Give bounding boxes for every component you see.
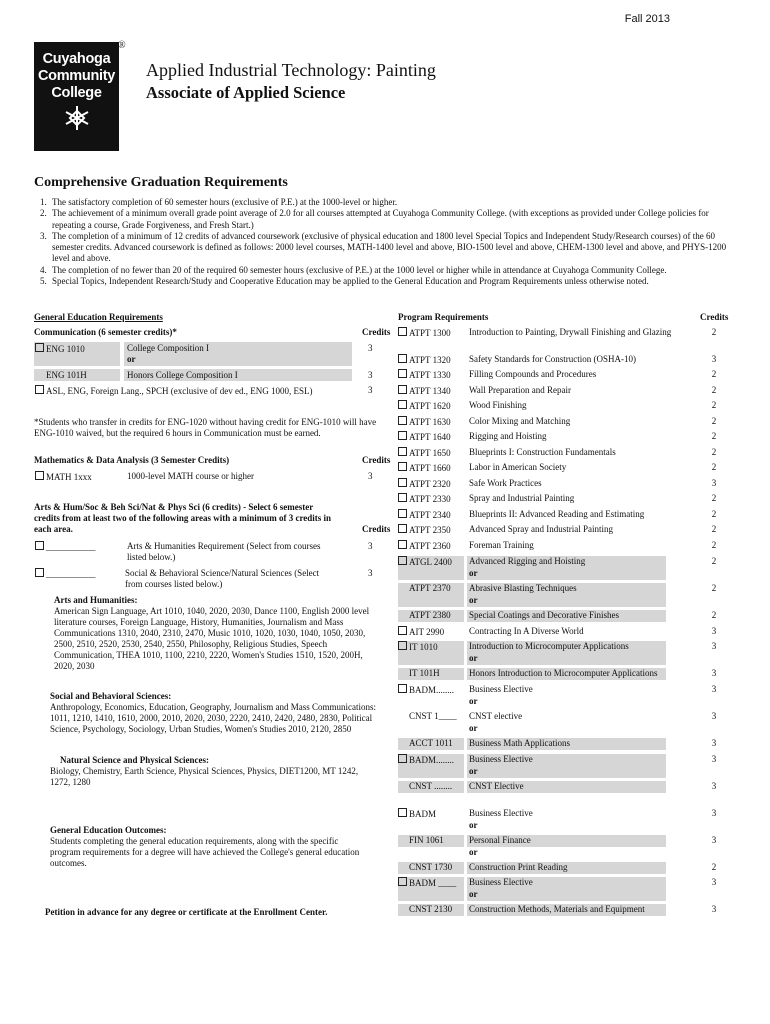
course-title: Introduction to Painting, Drywall Finishing and Glazing	[469, 327, 672, 337]
course-title: Color Mixing and Matching	[469, 416, 571, 426]
checkbox[interactable]	[398, 684, 407, 693]
or-label: or	[469, 723, 478, 733]
course-credits: 3	[711, 904, 717, 914]
course-credits: 3	[711, 684, 717, 694]
item-number: 4.	[40, 264, 47, 275]
item-number: 5.	[40, 276, 47, 287]
course-credits: 3	[711, 738, 717, 748]
graduation-requirements-title: Comprehensive Graduation Requirements	[34, 175, 288, 190]
course-code: FIN 1061	[409, 835, 444, 845]
list-item	[40, 276, 730, 287]
checkbox[interactable]	[398, 385, 407, 394]
soc-list: Anthropology, Economics, Education, Geography, Journalism and Mass Communications: 1011, 1210, 1410, 1610, 2000, 2010, 2020, 2030, 2220, 2410, 2420, 2480, 2830, Political Science, Psychology, Sociology, Urban Studies, Women's Studies 2010, 2120, 2850	[50, 702, 377, 734]
item-number: 2.	[40, 208, 47, 219]
course-title: Arts & Humanities Requirement (Select from courses listed below.)	[127, 541, 321, 562]
course-title: Rigging and Hoisting	[469, 431, 547, 441]
checkbox[interactable]	[35, 385, 44, 394]
logo-line-3: College	[51, 85, 102, 101]
course-credits: 3	[711, 877, 717, 887]
course-title: Business Elective	[469, 808, 533, 818]
course-title: CNST Elective	[469, 781, 524, 791]
gen-ed-heading: General Education Requirements	[34, 312, 163, 322]
course-title: Safety Standards for Construction (OSHA-10)	[469, 354, 636, 364]
course-credits: 2	[711, 447, 717, 457]
checkbox[interactable]	[398, 626, 407, 635]
course-title: Business Elective	[469, 684, 533, 694]
list-item	[40, 208, 730, 231]
term-label: Fall 2013	[624, 13, 670, 25]
course-code: ATPT 1320	[409, 355, 451, 365]
course-code: ENG 1010	[46, 344, 85, 354]
course-code: ATPT 2320	[409, 479, 451, 489]
course-credits: 2	[711, 509, 717, 519]
arts-list: American Sign Language, Art 1010, 1040, 2020, 2030, Dance 1100, English 2000 level literature courses, Foreign Language, History, Humanities, Journalism and Mass Communications 1310, 2040, 2310, 2470, Music 1010, 1020, 1030, 1040, 1050, 2030, 2500, 2510, 2520, 2530, 2540, 2550, Philosophy, Religious Studies, Speech Communication, THEA 1010, 1100, 2210, 2220, Women's Studies 1510, 1520, 200H, 2020, 2030	[54, 606, 370, 671]
course-credits: 2	[711, 493, 717, 503]
eng1010-row	[35, 343, 85, 355]
arts-heading: Arts & Hum/Soc & Beh Sci/Nat & Phys Sci (6 credits) - Select 6 semester credits from at least two of the following areas with a minimum of 3 credits in each area.	[34, 502, 332, 534]
course-title: Construction Methods, Materials and Equipment	[469, 904, 645, 914]
checkbox[interactable]	[398, 447, 407, 456]
course-title: Wall Preparation and Repair	[469, 385, 571, 395]
course-code: BADM	[409, 685, 437, 695]
course-credits: 3	[711, 835, 717, 845]
checkbox[interactable]	[398, 416, 407, 425]
blank-line[interactable]: ____	[438, 878, 457, 888]
blank-line[interactable]: ........	[436, 755, 455, 765]
checkbox[interactable]	[398, 431, 407, 440]
course-code: ATPT 1640	[409, 432, 451, 442]
course-code: BADM	[409, 878, 437, 888]
course-title: Social & Behavioral Science/Natural Sciences (Select from courses listed below.)	[125, 568, 320, 589]
credits-header: Credits	[362, 455, 391, 465]
course-credits: 3	[368, 343, 373, 353]
course-title: Contracting In A Diverse World	[469, 626, 584, 636]
outcomes-heading: General Education Outcomes:	[50, 825, 167, 835]
course-credits: 3	[368, 568, 373, 578]
course-title: Abrasive Blasting Techniques	[469, 583, 577, 593]
course-code: AIT 2990	[409, 627, 445, 637]
or-label: or	[469, 820, 478, 830]
course-credits: 2	[711, 540, 717, 550]
course-title: 1000-level MATH course or higher	[127, 471, 254, 481]
or-label: or	[469, 568, 478, 578]
checkbox[interactable]	[398, 808, 407, 817]
checkbox[interactable]	[398, 540, 407, 549]
list-item	[40, 265, 730, 276]
credits-header: Credits	[362, 524, 391, 534]
checkbox[interactable]	[398, 327, 407, 336]
checkbox[interactable]	[35, 471, 44, 480]
course-credits: 2	[711, 369, 717, 379]
course-code: ATGL 2400	[409, 557, 452, 567]
outcomes-text: Students completing the general education requirements, along with the specific program requirements for a degree will have achieved the College's general education outcomes.	[50, 836, 360, 868]
course-credits: 2	[711, 400, 717, 410]
course-code: ATPT 1300	[409, 328, 451, 338]
item-text: The completion of no fewer than 20 of the required 60 semester hours (exclusive of P.E.) at the 1000 level or higher while in attendance at Cuyahoga Community College.	[52, 264, 667, 275]
list-item	[40, 197, 730, 208]
course-code: CNST 1	[409, 711, 439, 721]
course-title: Business Elective	[469, 754, 533, 764]
item-number: 3.	[40, 230, 47, 241]
course-code: ATPT 1620	[409, 401, 451, 411]
course-code: CNST	[409, 781, 432, 791]
course-code: ATPT 1650	[409, 448, 451, 458]
course-title: Wood Finishing	[469, 400, 527, 410]
course-title: Labor in American Society	[469, 462, 567, 472]
course-credits: 2	[711, 385, 717, 395]
blank-line[interactable]: ___________	[46, 542, 96, 552]
item-text: The completion of a minimum of 12 credits of advanced coursework (exclusive of physical education and 1800 level Special Topics and Independent Study/Research courses) of the 60 semester credits. Advanced coursework is defined as follows: 2000 level courses, MATH-1400 level and above, BIO-1500 level and above, CHEM-1300 level and above, and PHYS-1200 level and above.	[52, 230, 727, 264]
list-item	[40, 231, 730, 265]
nat-list: Biology, Chemistry, Earth Science, Physical Sciences, Physics, DIET1200, MT 1242, 1272, 1280	[50, 766, 359, 787]
course-code: ATPT 1630	[409, 417, 451, 427]
course-code: ATPT 2360	[409, 541, 451, 551]
course-code: MATH 1xxx	[46, 472, 92, 482]
item-text: The achievement of a minimum overall grade point average of 2.0 for all courses attempted at Cuyahoga Community College. (with exceptions as provided under College policies for repeating a course, Grade Forgiveness, and Fresh Start.)	[52, 208, 709, 230]
course-code: ACCT 1011	[409, 738, 453, 748]
arts-list-heading: Arts and Humanities:	[54, 595, 138, 605]
course-title: Blueprints II: Advanced Reading and Estimating	[469, 509, 645, 519]
transfer-note: *Students who transfer in credits for ENG-1020 without having credit for ENG-1010 will have ENG-1010 waived, but the required 6 hours in Communication must be earned.	[34, 417, 377, 438]
blank-line[interactable]: ........	[434, 781, 453, 791]
course-title: Business Math Applications	[469, 738, 570, 748]
blank-line[interactable]: ___________	[46, 569, 96, 579]
credits-header: Credits	[362, 327, 391, 337]
blank-line[interactable]: ........	[436, 685, 455, 695]
degree-title: Associate of Applied Science	[146, 83, 346, 102]
course-credits: 3	[711, 354, 717, 364]
course-code: ATPT 2340	[409, 510, 451, 520]
course-credits: 3	[711, 808, 717, 818]
course-title: Special Coatings and Decorative Finishes	[469, 610, 619, 620]
item-text: Special Topics, Independent Research/Study and Cooperative Education may be applied to the General Education and Program Requirements unless otherwise noted.	[52, 276, 649, 287]
course-code: ATPT 1660	[409, 463, 451, 473]
or-label: or	[469, 766, 478, 776]
course-title: Business Elective	[469, 877, 533, 887]
or-label: or	[127, 354, 136, 364]
course-credits: 2	[711, 610, 717, 620]
course-code: CNST 1730	[409, 862, 453, 872]
checkbox[interactable]	[398, 556, 407, 565]
course-credits: 3	[711, 781, 717, 791]
course-credits: 3	[368, 541, 373, 551]
checkbox[interactable]	[398, 462, 407, 471]
soc-req-row	[35, 568, 96, 580]
checkbox[interactable]	[398, 754, 407, 763]
graduation-requirements-list	[40, 197, 730, 287]
communication-heading: Communication (6 semester credits)*	[34, 327, 177, 337]
course-credits: 2	[711, 556, 717, 566]
credits-header: Credits	[700, 312, 729, 322]
blank-line[interactable]: ____	[438, 711, 457, 721]
checkbox[interactable]	[398, 509, 407, 518]
math-heading: Mathematics & Data Analysis (3 Semester Credits)	[34, 455, 230, 465]
math-row	[35, 471, 92, 483]
snowflake-icon	[34, 104, 119, 138]
course-credits: 3	[711, 754, 717, 764]
course-title: CNST elective	[469, 711, 523, 721]
course-credits: 3	[711, 478, 717, 488]
course-title: Spray and Industrial Painting	[469, 493, 575, 503]
checkbox[interactable]	[35, 568, 44, 577]
registered-mark: ®	[118, 40, 126, 51]
checkbox[interactable]	[398, 641, 407, 650]
checkbox[interactable]	[398, 524, 407, 533]
checkbox[interactable]	[398, 400, 407, 409]
course-credits: 3	[711, 711, 717, 721]
course-credits: 2	[711, 327, 717, 337]
course-code: ATPT 1330	[409, 370, 451, 380]
course-code: ATPT 1340	[409, 386, 451, 396]
course-title: Construction Print Reading	[469, 862, 568, 872]
nat-list-heading: Natural Science and Physical Sciences:	[60, 755, 209, 765]
petition-note: Petition in advance for any degree or certificate at the Enrollment Center.	[45, 907, 328, 917]
course-title: Blueprints I: Construction Fundamentals	[469, 447, 616, 457]
course-code: IT 1010	[409, 642, 438, 652]
logo-line-2: Community	[37, 68, 116, 84]
course-title: Advanced Rigging and Hoisting	[469, 556, 586, 566]
course-credits: 3	[711, 668, 717, 678]
course-credits: 3	[368, 370, 373, 380]
course-code: ENG 101H	[46, 370, 87, 380]
course-title: Honors Introduction to Microcomputer Applications	[469, 668, 658, 678]
course-title: Foreman Training	[469, 540, 534, 550]
course-title: Honors College Composition I	[127, 370, 238, 380]
course-credits: 3	[711, 626, 717, 636]
item-number: 1.	[40, 197, 47, 207]
checkbox[interactable]	[35, 343, 44, 352]
course-title: Safe Work Practices	[469, 478, 542, 488]
checkbox[interactable]	[398, 877, 407, 886]
course-code: CNST 2130	[409, 904, 453, 914]
course-credits: 2	[711, 416, 717, 426]
arts-req-row	[35, 541, 96, 553]
checkbox[interactable]	[398, 354, 407, 363]
course-title: Personal Finance	[469, 835, 531, 845]
checkbox[interactable]	[398, 493, 407, 502]
asl-row	[35, 385, 312, 397]
or-label: or	[469, 595, 478, 605]
course-credits: 2	[711, 583, 717, 593]
course-code: ATPT 2370	[409, 583, 451, 593]
course-code: IT 101H	[409, 668, 440, 678]
course-code: BADM	[409, 755, 437, 765]
course-code: ATPT 2350	[409, 525, 451, 535]
course-credits: 2	[711, 524, 717, 534]
course-credits: 3	[711, 641, 717, 651]
or-label: or	[469, 653, 478, 663]
logo-line-1: Cuyahoga	[42, 51, 111, 67]
course-credits: 3	[368, 471, 373, 481]
or-label: or	[469, 889, 478, 899]
course-title: Advanced Spray and Industrial Painting	[469, 524, 613, 534]
checkbox[interactable]	[398, 478, 407, 487]
checkbox[interactable]	[35, 541, 44, 550]
course-code: ATPT 2330	[409, 494, 451, 504]
course-credits: 2	[711, 862, 717, 872]
item-text: The satisfactory completion of 60 semester hours (exclusive of P.E.) at the 1000-level or higher.	[52, 197, 398, 207]
course-credits: 2	[711, 431, 717, 441]
program-heading: Program Requirements	[398, 312, 489, 322]
course-title: ASL, ENG, Foreign Lang., SPCH (exclusive of dev ed., ENG 1000, ESL)	[46, 386, 313, 396]
college-logo	[34, 42, 119, 151]
course-title: Introduction to Microcomputer Applications	[469, 641, 629, 651]
or-label: or	[469, 696, 478, 706]
course-code: ATPT 2380	[409, 610, 451, 620]
course-title: Filling Compounds and Procedures	[469, 369, 597, 379]
or-label: or	[469, 847, 478, 857]
course-code: BADM	[409, 809, 437, 819]
soc-list-heading: Social and Behavioral Sciences:	[50, 691, 172, 701]
program-title: Applied Industrial Technology: Painting	[146, 60, 436, 80]
course-title: College Composition I	[127, 343, 209, 353]
checkbox[interactable]	[398, 369, 407, 378]
course-credits: 2	[711, 462, 717, 472]
course-credits: 3	[368, 385, 373, 395]
